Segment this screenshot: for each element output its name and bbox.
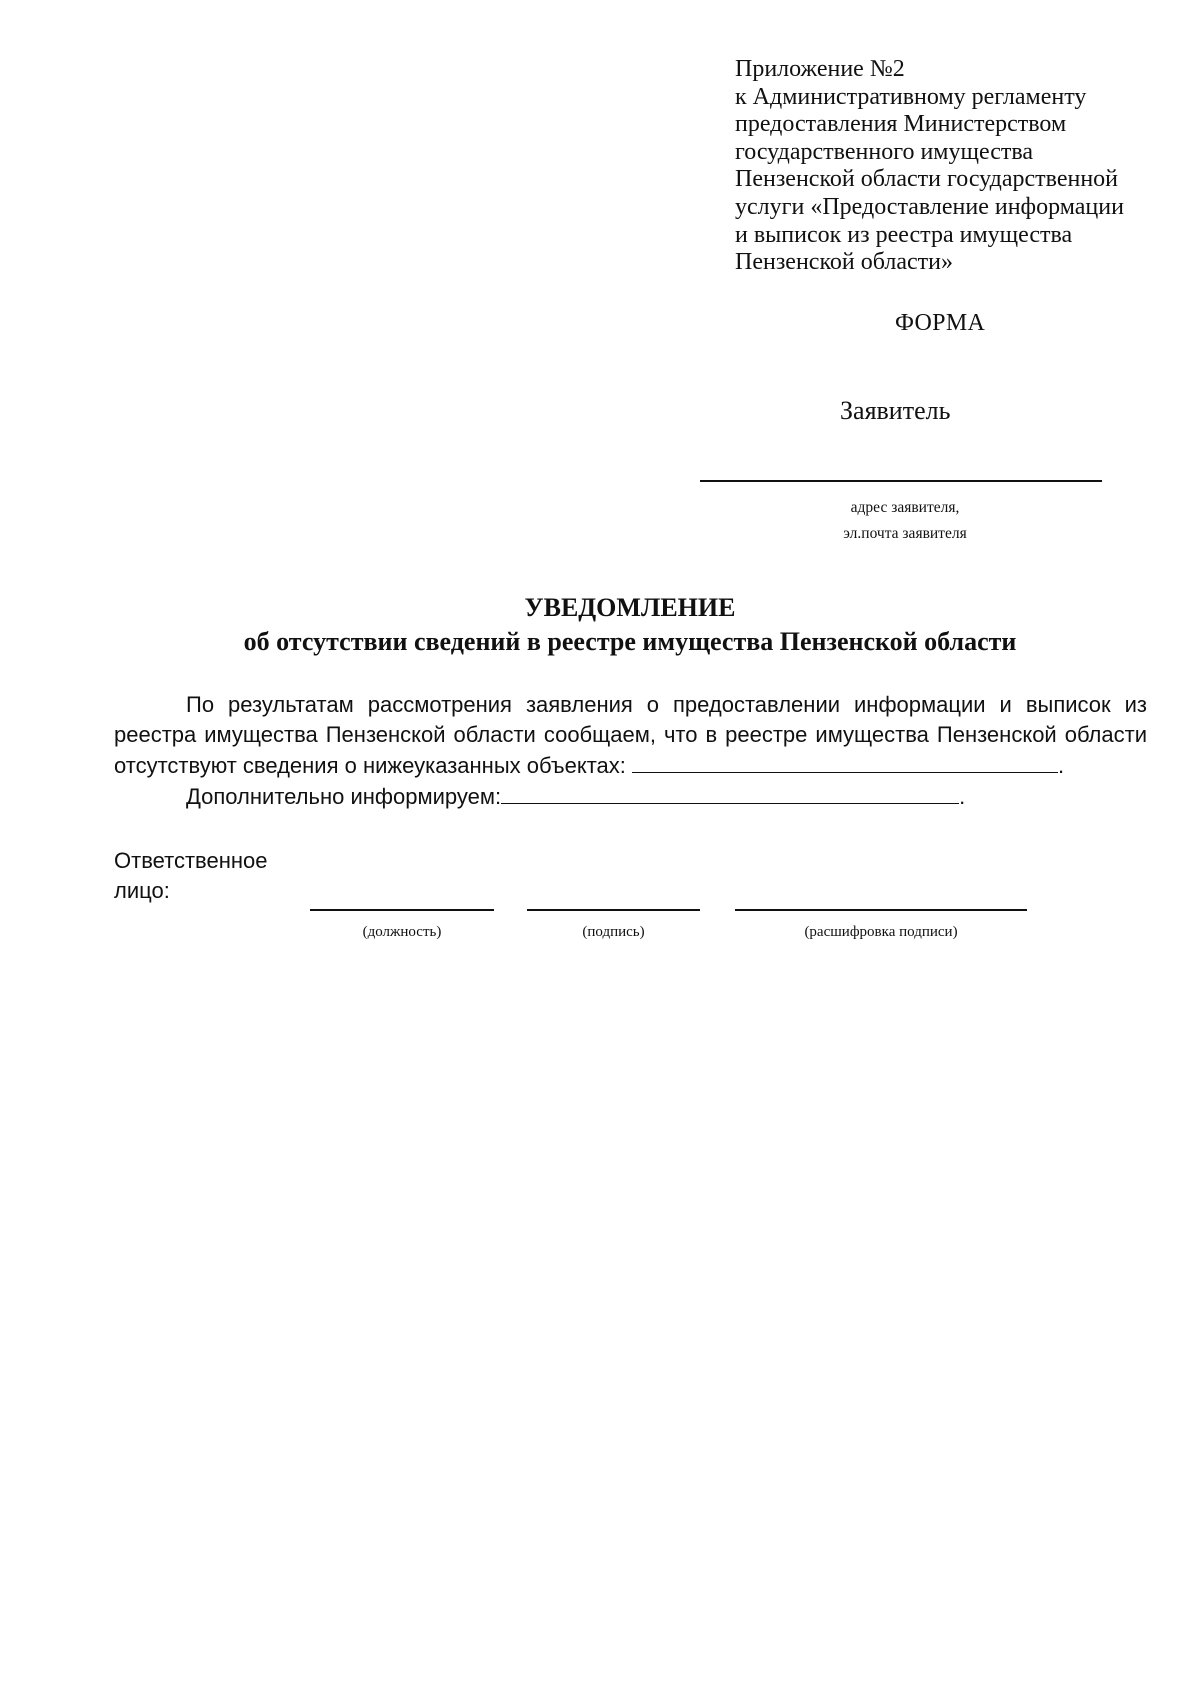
appendix-line: к Административному регламенту xyxy=(735,83,1087,110)
additional-info-period: . xyxy=(959,784,966,809)
appendix-header xyxy=(735,56,1175,277)
notification-body xyxy=(114,690,1147,812)
signature-field[interactable] xyxy=(527,909,700,911)
objects-field[interactable] xyxy=(632,750,1058,773)
additional-info-text: Дополнительно информируем: xyxy=(186,784,502,809)
applicant-caption xyxy=(780,495,1030,547)
appendix-line: Пензенской области государственной xyxy=(735,166,1119,193)
responsible-line: Ответственное xyxy=(114,848,268,873)
appendix-line: и выписок из реестра имущества xyxy=(735,221,1073,248)
appendix-line: Пензенской области» xyxy=(735,249,953,276)
applicant-caption-line: адрес заявителя, xyxy=(850,499,960,516)
title-heading: УВЕДОМЛЕНИЕ xyxy=(524,593,736,622)
signature-caption: (подпись) xyxy=(582,924,645,940)
results-text: По результатам рассмотрения заявления о предоставлении информации и выписок из реестра имущества Пензенской области сообщаем, что в реестре имущества Пензенской области отсутствуют сведения о нижеуказанных объектах: xyxy=(114,692,1147,778)
appendix-line: Приложение №2 xyxy=(735,56,905,82)
appendix-line: государственного имущества xyxy=(735,138,1034,165)
position-caption: (должность) xyxy=(362,924,442,940)
applicant-caption-line: эл.почта заявителя xyxy=(843,525,967,542)
results-paragraph xyxy=(114,690,1147,781)
appendix-line: предоставления Министерством xyxy=(735,111,1067,138)
applicant-address-field[interactable] xyxy=(700,480,1102,482)
responsible-line: лицо: xyxy=(114,878,170,903)
form-label: ФОРМА xyxy=(895,310,986,336)
appendix-line: услуги «Предоставление информации xyxy=(735,193,1124,220)
signature-decode-field[interactable] xyxy=(735,909,1027,911)
results-period: . xyxy=(1058,753,1065,778)
additional-info-paragraph xyxy=(114,781,1147,812)
document-title xyxy=(0,591,1200,659)
responsible-person-label xyxy=(114,846,267,906)
additional-info-field[interactable] xyxy=(501,781,959,804)
position-field[interactable] xyxy=(310,909,494,911)
applicant-label: Заявитель xyxy=(840,396,951,425)
title-subheading: об отсутствии сведений в реестре имущества Пензенской области xyxy=(243,627,1017,656)
signature-decode-caption: (расшифровка подписи) xyxy=(804,924,958,940)
